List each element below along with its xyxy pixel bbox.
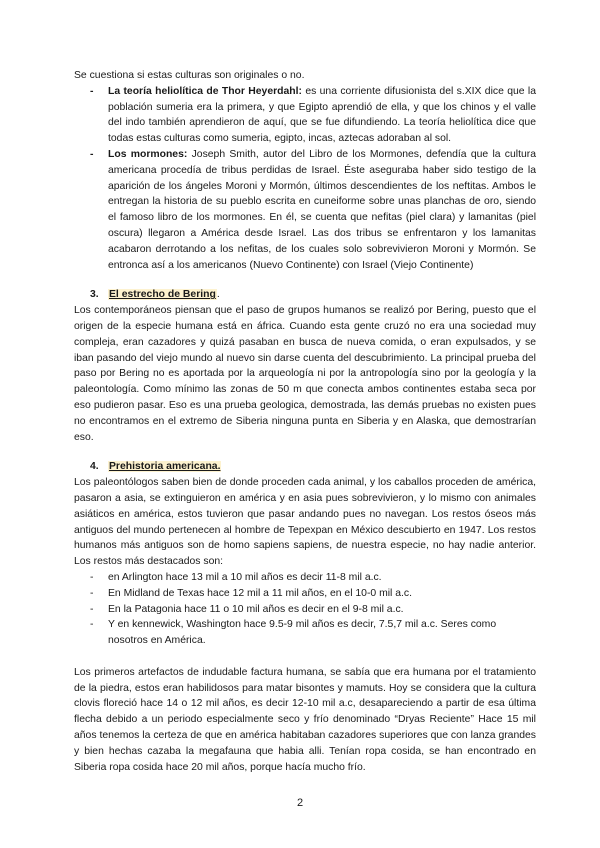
dash-bullet: - — [90, 603, 94, 615]
dash-bullet: - — [90, 587, 94, 599]
list-item — [74, 570, 536, 586]
section-number: 4. — [90, 461, 99, 473]
find-text: En Midland de Texas hace 12 mil a 11 mil años, en el 10-0 mil a.c. — [108, 587, 412, 599]
dash-bullet: - — [90, 85, 94, 97]
intro-paragraph: Se cuestiona si estas culturas son originales o no. — [74, 70, 305, 81]
closing-paragraph: Los primeros artefactos de indudable factura humana, se sabía que era humana por el tratamiento de la piedra, estos eran habilidosos para matar bisontes y mamuts. Hoy se considera que la cultura clovis floreció hace 14 o 12 mil años, es decir 12-10 mil a.c, desapareciendo a partir de esa última flecha debido a un periodo especialmente seco y frío denominado “Dryas Reciente” Hace 15 mil años tenemos la certeza de que en américa habitaban cazadores superiores que con lanza grandes y bien hechas cazaba la megafauna que habia alli. Tenían ropa cosida, se han encontrado en Siberia ropa cosida hace 20 mil años, porque hacía mucho frío. — [74, 666, 536, 773]
section-4-heading — [74, 459, 536, 475]
theory-text: Joseph Smith, autor del Libro de los Mormones, defendía que la cultura americana procedía de tribus perdidas de Israel. Éste aseguraba haber sido testigo de la aparición de los ángeles Moroni y Mormón, últimos descendientes de los neftitas. Ambos le entregan la historia de su pueblo escrita en cuneiforme sobre unas planchas de oro, siendo el famoso libro de los mormones. En él, se cuenta que nefitas (piel clara) y lamanitas (piel oscura) llegaron a América desde Israel. Las dos tribus se enfrentaron y los lamanitas acabaron derrotando a los nefitas, de los cuales solo sobrevivieron Moroni y Mormón. Se entronca así a los americanos (Nuevo Continente) con Israel (Viejo Continente) — [108, 148, 536, 271]
dash-bullet: - — [90, 571, 94, 583]
finds-list — [74, 570, 536, 649]
find-text: En la Patagonia hace 11 o 10 mil años es decir en el 9-8 mil a.c. — [108, 603, 404, 615]
section-3-body: Los contemporáneos piensan que el paso de grupos humanos se realizó por Bering, puesto que el origen de la especie humana está en áfrica. Cuando esta gente cruzó no era una sociedad muy compleja, eran cazadores y quizá pasaban en busca de nueva comida, o eran expulsados, y se iban pasando del viejo mundo al nuevo sin darse cuenta del descubrimiento. La principal prueba del paso por Bering no es aportada por la arqueología ni por la antropología sino por la geología y la paleontología. Como mínimo las zonas de 50 m que conecta ambos continentes estaba seca por eso pudieron pasar. Eso es una prueba geologica, demostrada, las demás pruebas no existen pues no encontramos en el extremo de Siberia ninguna punta en Siberia y en Alaska, que demostrarían eso. — [74, 305, 536, 443]
list-item — [74, 602, 536, 618]
list-item — [74, 84, 536, 147]
list-item — [74, 586, 536, 602]
list-item — [74, 617, 536, 649]
dash-bullet: - — [90, 148, 94, 160]
section-title: Prehistoria americana. — [109, 461, 221, 473]
section-4-body: Los paleontólogos saben bien de donde proceden cada animal, y los caballos proceden de américa, pasaron a asia, se extinguieron en américa y en asia pues sobrevivieron, y lo mismo con animales asiáticos en américa, estos tuvieron que pasar andando pues no navegan. Los restos óseos más antiguos del mundo pertenecen al hombre de Tepexpan en México descubierto en 1947. Los restos humanos más antiguos son de homo sapiens sapiens, de nuestra especie, no hay nadie anterior. Los restos más destacados son: — [74, 477, 536, 568]
theory-term: Los mormones: — [108, 148, 188, 160]
section-3-heading — [74, 287, 536, 303]
theory-text: es una corriente difusionista del s.XIX dice que la población sumeria era la primera, y que Egipto aprendió de ella, y que los chinos y el valle del indo también aprendieron de aquí, que se fue difundiendo. La teoría heliolítica dice que todas estas culturas como sumeria, egipto, incas, aztecas adoraban al sol. — [108, 85, 536, 145]
page-content — [74, 68, 536, 775]
dash-bullet: - — [90, 619, 94, 631]
section-title-period: . — [216, 289, 220, 301]
list-item — [74, 147, 536, 273]
paragraph-gap — [74, 649, 536, 665]
find-text: en Arlington hace 13 mil a 10 mil años es decir 11-8 mil a.c. — [108, 571, 382, 583]
section-title: El estrecho de Bering — [109, 289, 216, 301]
theory-term: La teoría heliolítica de Thor Heyerdahl: — [108, 85, 302, 97]
theories-list — [74, 84, 536, 274]
section-number: 3. — [90, 289, 99, 301]
find-text: Y en kennewick, Washington hace 9.5-9 mil años es decir, 7.5,7 mil a.c. Seres como nosotros en América. — [108, 619, 497, 647]
page-number: 2 — [296, 797, 304, 809]
